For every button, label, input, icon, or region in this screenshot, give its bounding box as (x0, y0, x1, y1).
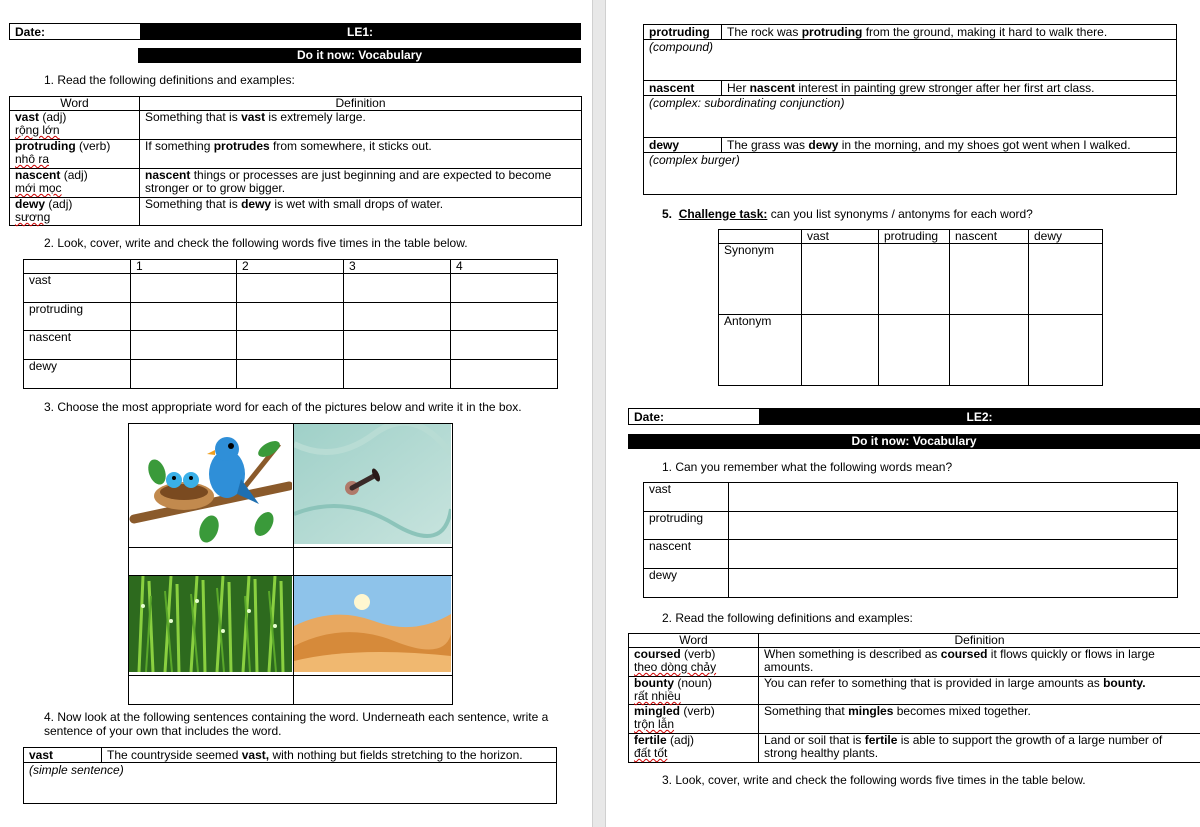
lesson-title: LE2: (759, 409, 1200, 424)
question-3: 3. Look, cover, write and check the following words five times in the table below. (662, 773, 1086, 787)
example-sentence: The rock was protruding from the ground, making it hard to walk there. (727, 25, 1108, 39)
table-row (629, 648, 1200, 677)
write-cell[interactable] (451, 303, 558, 331)
write-cell[interactable] (950, 315, 1029, 386)
write-cell[interactable] (802, 244, 879, 315)
word-cell: fertile (adj) đất tốt (629, 734, 759, 763)
table-row (629, 677, 1200, 705)
table-row (10, 111, 582, 140)
definition-cell: Land or soil that is fertile is able to support the growth of a large number of strong healthy plants. (759, 734, 1200, 763)
translation: đất tốt (634, 746, 668, 760)
table-row (644, 483, 1178, 512)
row-word: nascent (644, 540, 729, 569)
table-row (719, 315, 1103, 386)
definition-cell: Something that is vast is extremely large. (140, 111, 582, 140)
col-header: 3 (344, 260, 451, 274)
definition-table (628, 633, 1200, 763)
example-sentence: The grass was dewy in the morning, and my shoes got went when I walked. (727, 138, 1131, 152)
table-row (10, 140, 582, 169)
date-label: Date: (629, 409, 759, 424)
word-cell: coursed (verb) theo dòng chảy (629, 648, 759, 677)
col-header (24, 260, 131, 274)
date-label: Date: (10, 24, 140, 39)
write-cell[interactable] (131, 274, 237, 303)
sentence-box[interactable] (643, 81, 1177, 138)
dewy-grass-icon (129, 576, 292, 672)
question-3: 3. Choose the most appropriate word for each of the pictures below and write it in the box. (44, 400, 522, 414)
definition-cell: Something that mingles becomes mixed together. (759, 705, 1200, 734)
table-row (10, 198, 582, 226)
page-le1 (0, 0, 592, 827)
page-le2 (606, 0, 1200, 827)
look-cover-write-table (23, 259, 558, 389)
definition-cell: nascent things or processes are just beginning and are expected to become stronger or to grow bigger. (140, 169, 582, 198)
write-cell[interactable] (1029, 244, 1103, 315)
sentence-word: dewy (644, 138, 722, 152)
definition-cell: Something that is dewy is wet with small drops of water. (140, 198, 582, 226)
col-header: protruding (879, 230, 950, 244)
col-header-definition: Definition (140, 97, 582, 111)
write-cell[interactable] (237, 274, 344, 303)
answer-box[interactable] (129, 548, 294, 576)
row-word: protruding (24, 303, 131, 331)
question-2: 2. Read the following definitions and examples: (662, 611, 913, 625)
synonym-antonym-table (718, 229, 1103, 386)
write-cell[interactable] (237, 303, 344, 331)
write-cell[interactable] (879, 315, 950, 386)
picture-cell (129, 424, 294, 548)
question-1: 1. Can you remember what the following words mean? (662, 460, 953, 474)
col-header: 1 (131, 260, 237, 274)
sentence-box[interactable] (643, 24, 1177, 81)
picture-cell (129, 576, 294, 676)
write-cell[interactable] (729, 540, 1178, 569)
answer-box[interactable] (294, 676, 453, 705)
write-cell[interactable] (237, 360, 344, 389)
write-cell[interactable] (344, 303, 451, 331)
table-row (24, 331, 558, 360)
write-cell[interactable] (451, 360, 558, 389)
word-cell: dewy (adj) sương (10, 198, 140, 226)
write-cell[interactable] (451, 274, 558, 303)
table-row (24, 303, 558, 331)
word-cell: nascent (adj) mới mọc (10, 169, 140, 198)
vocab-banner: Do it now: Vocabulary (628, 434, 1200, 449)
row-label-synonym: Synonym (719, 244, 802, 315)
translation: trộn lẫn (634, 717, 675, 731)
sentence-type: (simple sentence) (29, 763, 124, 777)
sentence-type: (complex burger) (649, 153, 740, 167)
write-cell[interactable] (344, 274, 451, 303)
translation: rộng lớn (15, 123, 60, 137)
row-word: vast (24, 274, 131, 303)
definition-cell: You can refer to something that is provided in large amounts as bounty. (759, 677, 1200, 705)
birds-nest-icon (129, 424, 292, 544)
col-header: nascent (950, 230, 1029, 244)
answer-box[interactable] (294, 548, 453, 576)
translation: nhô ra (15, 152, 50, 166)
word-cell: vast (adj) rộng lớn (10, 111, 140, 140)
desert-dunes-icon (294, 576, 451, 672)
table-row (629, 734, 1200, 763)
write-cell[interactable] (950, 244, 1029, 315)
col-header (719, 230, 802, 244)
table-row (629, 705, 1200, 734)
write-cell[interactable] (729, 483, 1178, 512)
sentence-word: protruding (644, 25, 722, 39)
table-row (719, 244, 1103, 315)
translation: rất nhiều (634, 689, 681, 703)
row-word: vast (644, 483, 729, 512)
write-cell[interactable] (802, 315, 879, 386)
question-1: 1. Read the following definitions and examples: (44, 73, 295, 87)
col-header: 4 (451, 260, 558, 274)
sentence-word: vast (24, 748, 102, 762)
write-cell[interactable] (131, 331, 237, 360)
word-cell: protruding (verb) nhô ra (10, 140, 140, 169)
vocab-banner: Do it now: Vocabulary (138, 48, 581, 63)
translation: sương (15, 210, 51, 224)
write-cell[interactable] (131, 303, 237, 331)
write-cell[interactable] (131, 360, 237, 389)
example-sentence: Her nascent interest in painting grew stronger after her first art class. (727, 81, 1095, 95)
write-cell[interactable] (451, 331, 558, 360)
recall-table (643, 482, 1178, 598)
row-word: nascent (24, 331, 131, 360)
picture-cell (294, 576, 453, 676)
write-cell[interactable] (344, 331, 451, 360)
sentence-type: (compound) (649, 40, 714, 54)
le1-date-bar (9, 23, 581, 40)
picture-grid (128, 423, 453, 705)
col-header: vast (802, 230, 879, 244)
table-row (24, 360, 558, 389)
row-word: protruding (644, 512, 729, 540)
lesson-title: LE1: (140, 24, 580, 39)
definition-table (9, 96, 582, 226)
table-row (644, 512, 1178, 540)
question-4: 4. Now look at the following sentences containing the word. Underneath each sentence, write a sentence of your own that includes the word. (44, 710, 549, 738)
definition-cell: When something is described as coursed it flows quickly or flows in large amounts. (759, 648, 1200, 677)
table-row (24, 274, 558, 303)
word-cell: bounty (noun) rất nhiều (629, 677, 759, 705)
table-row (644, 540, 1178, 569)
sentence-box[interactable] (23, 747, 557, 804)
row-word: dewy (644, 569, 729, 598)
translation: mới mọc (15, 181, 62, 195)
write-cell[interactable] (344, 360, 451, 389)
sentence-word: nascent (644, 81, 722, 95)
write-cell[interactable] (879, 244, 950, 315)
question-5: 5. Challenge task: can you list synonyms / antonyms for each word? (662, 207, 1033, 221)
definition-cell: If something protrudes from somewhere, it sticks out. (140, 140, 582, 169)
nail-in-wall-icon (294, 424, 451, 544)
write-cell[interactable] (1029, 315, 1103, 386)
answer-box[interactable] (129, 676, 294, 705)
example-sentence: The countryside seemed vast, with nothing but fields stretching to the horizon. (107, 748, 523, 762)
picture-cell (294, 424, 453, 548)
page-gutter (592, 0, 606, 827)
sentence-type: (complex: subordinating conjunction) (649, 96, 845, 110)
write-cell[interactable] (237, 331, 344, 360)
col-header-word: Word (10, 97, 140, 111)
le2-date-bar (628, 408, 1200, 425)
word-cell: mingled (verb) trộn lẫn (629, 705, 759, 734)
col-header-definition: Definition (759, 634, 1200, 648)
sentence-box[interactable] (643, 138, 1177, 195)
translation: theo dòng chảy (634, 660, 717, 674)
table-row (644, 569, 1178, 598)
write-cell[interactable] (729, 512, 1178, 540)
question-2: 2. Look, cover, write and check the following words five times in the table below. (44, 236, 468, 250)
write-cell[interactable] (729, 569, 1178, 598)
row-word: dewy (24, 360, 131, 389)
col-header: 2 (237, 260, 344, 274)
row-label-antonym: Antonym (719, 315, 802, 386)
table-row (10, 169, 582, 198)
col-header: dewy (1029, 230, 1103, 244)
col-header-word: Word (629, 634, 759, 648)
